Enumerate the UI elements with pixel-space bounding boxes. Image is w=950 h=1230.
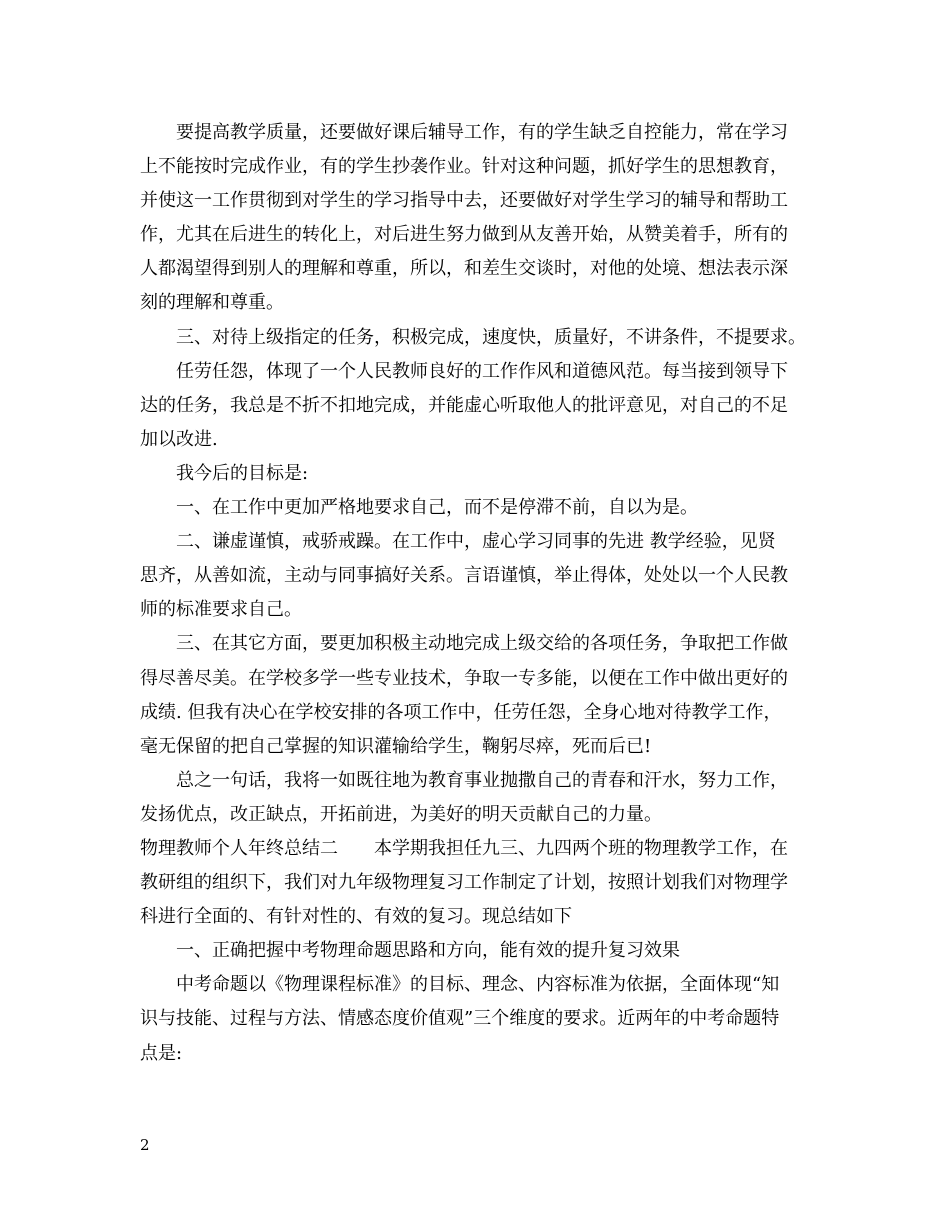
text-line: 达的任务，我总是不折不扣地完成，并能虚心听取他人的批评意见，对自己的不足 <box>140 394 788 416</box>
text-line: 加以改进. <box>140 428 218 450</box>
text-line: 任劳任怨，体现了一个人民教师良好的工作作风和道德风范。每当接到领导下 <box>176 360 788 382</box>
text-line: 成绩. 但我有决心在学校安排的各项工作中，任劳任怨，全身心地对待教学工作， <box>140 701 782 723</box>
text-line: 三、在其它方面，要更加积极主动地完成上级交给的各项任务，争取把工作做 <box>176 633 788 655</box>
text-line: 二、谦虚谨慎，戒骄戒躁。在工作中，虚心学习同事的先进 教学经验，见贤 <box>176 531 776 553</box>
text-line: 得尽善尽美。在学校多学一些专业技术，争取一专多能，以便在工作中做出更好的 <box>140 667 788 689</box>
text-line: 上不能按时完成作业，有的学生抄袭作业。针对这种问题，抓好学生的思想教育， <box>140 156 788 178</box>
text-line: 要提高教学质量，还要做好课后辅导工作，有的学生缺乏自控能力，常在学习 <box>176 122 788 143</box>
text-line: 人都渴望得到别人的理解和尊重，所以，和差生交谈时，对他的处境、想法表示深 <box>140 258 788 280</box>
text-line: 教研组的组织下，我们对九年级物理复习工作制定了计划，按照计划我们对物理学 <box>140 872 788 894</box>
text-line: 一、在工作中更加严格地要求自己，而不是停滞不前，自以为是。 <box>176 497 698 519</box>
text-line: 总之一句话，我将一如既往地为教育事业抛撒自己的青春和汗水，努力工作， <box>176 769 788 791</box>
text-line: 三、对待上级指定的任务，积极完成，速度快，质量好，不讲条件，不提要求。 <box>176 326 806 348</box>
text-line: 刻的理解和尊重。 <box>140 292 284 314</box>
document-body <box>140 116 820 1071</box>
text-line: 并使这一工作贯彻到对学生的学习指导中去，还要做好对学生学习的辅导和帮助工 <box>140 190 788 212</box>
text-line: 一、正确把握中考物理命题思路和方向，能有效的提升复习效果 <box>176 940 680 962</box>
text-line: 科进行全面的、有针对性的、有效的复习。现总结如下 <box>140 906 572 928</box>
text-line: 我今后的目标是: <box>176 462 309 484</box>
text-line: 物理教师个人年终总结二 本学期我担任九三、九四两个班的物理教学工作，在 <box>140 837 788 859</box>
text-line: 作，尤其在后进生的转化上，对后进生努力做到从友善开始，从赞美着手，所有的 <box>140 224 788 246</box>
page-number: 2 <box>140 1136 150 1154</box>
text-line: 师的标准要求自己。 <box>140 599 302 621</box>
text-line: 毫无保留的把自己掌握的知识灌输给学生，鞠躬尽瘁，死而后已! <box>140 735 652 757</box>
text-line: 中考命题以《物理课程标准》的目标、理念、内容标准为依据，全面体现“知 <box>176 974 780 996</box>
text-line: 思齐，从善如流，主动与同事搞好关系。言语谨慎，举止得体，处处以一个人民教 <box>140 565 788 587</box>
text-line: 发扬优点，改正缺点，开拓前进，为美好的明天贡献自己的力量。 <box>140 803 662 825</box>
text-line: 识与技能、过程与方法、情感态度价值观”三个维度的要求。近两年的中考命题特 <box>140 1008 780 1030</box>
text-line: 点是: <box>140 1042 183 1064</box>
